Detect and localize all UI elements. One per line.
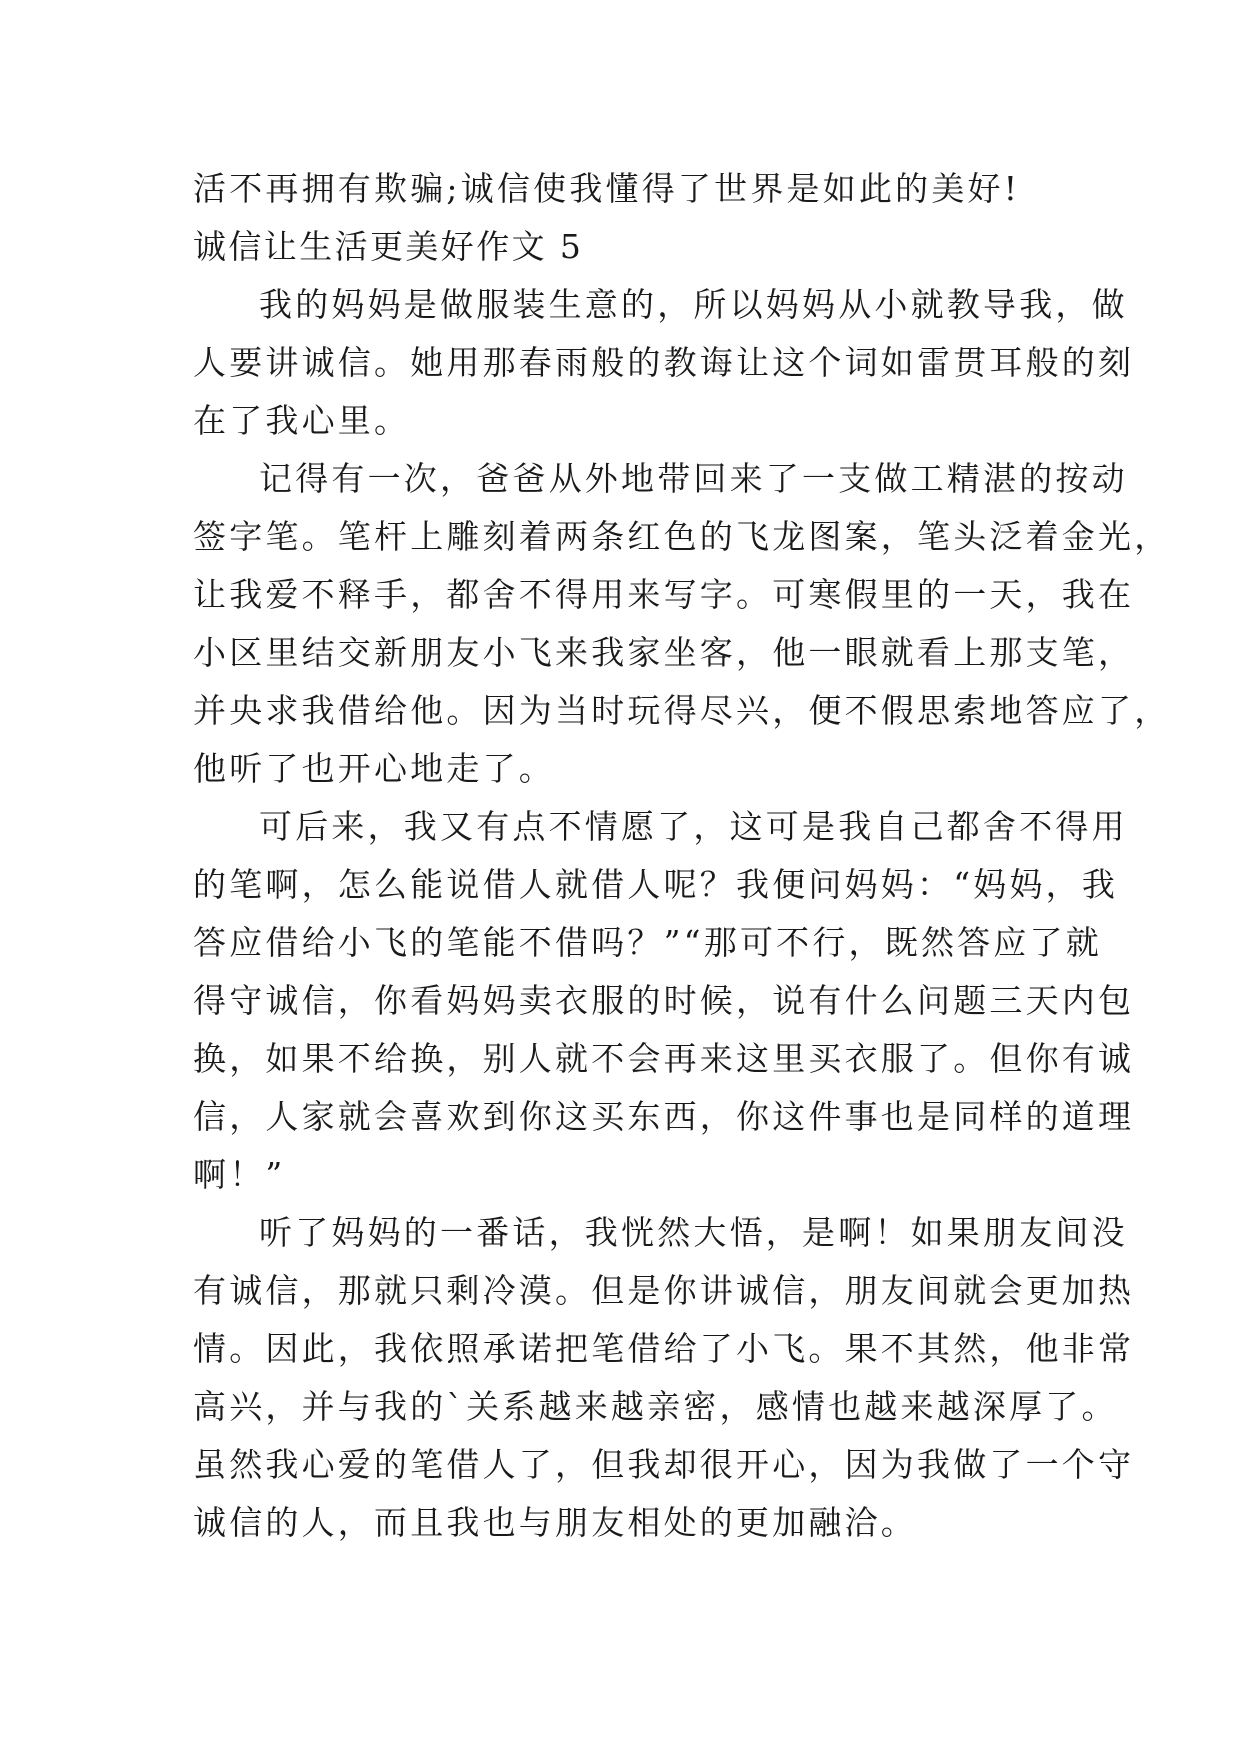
paragraph-line: 有诚信，那就只剩冷漠。但是你讲诚信，朋友间就会更加热 <box>193 1271 1135 1310</box>
paragraph-line: 签字笔。笔杆上雕刻着两条红色的飞龙图案，笔头泛着金光， <box>193 517 1171 556</box>
paragraph-line: 小区里结交新朋友小飞来我家坐客，他一眼就看上那支笔， <box>193 633 1135 672</box>
paragraph-line: 让我爱不释手，都舍不得用来写字。可寒假里的一天，我在 <box>193 575 1135 614</box>
paragraph-line: 他听了也开心地走了。 <box>193 749 555 788</box>
paragraph-3 <box>193 798 1135 1204</box>
paragraph-line: 记得有一次，爸爸从外地带回来了一支做工精湛的按动 <box>259 459 1128 498</box>
paragraph-line: 答应借给小飞的笔能不借吗？”“那可不行，既然答应了就 <box>193 923 1102 962</box>
paragraph-line: 得守诚信，你看妈妈卖衣服的时候，说有什么问题三天内包 <box>193 981 1135 1020</box>
paragraph-line: 可后来，我又有点不情愿了，这可是我自己都舍不得用 <box>259 807 1128 846</box>
paragraph-line: 我的妈妈是做服装生意的，所以妈妈从小就教导我，做 <box>259 285 1128 324</box>
essay-body <box>193 160 1171 1552</box>
paragraph-line: 诚信的人，而且我也与朋友相处的更加融洽。 <box>193 1503 917 1542</box>
continuation-line: 活不再拥有欺骗;诚信使我懂得了世界是如此的美好! <box>193 169 1021 208</box>
paragraph-line: 虽然我心爱的笔借人了，但我却很开心，因为我做了一个守 <box>193 1445 1135 1484</box>
paragraph-line: 信，人家就会喜欢到你这买东西，你这件事也是同样的道理 <box>193 1097 1135 1136</box>
paragraph-line: 在了我心里。 <box>193 401 411 440</box>
paragraph-line: 听了妈妈的一番话，我恍然大悟，是啊！如果朋友间没 <box>259 1213 1128 1252</box>
paragraph-line: 换，如果不给换，别人就不会再来这里买衣服了。但你有诚 <box>193 1039 1135 1078</box>
paragraph-1 <box>193 276 1135 450</box>
paragraph-line: 啊！” <box>193 1155 286 1194</box>
paragraph-4 <box>193 1204 1135 1552</box>
paragraph-line: 并央求我借给他。因为当时玩得尽兴，便不假思索地答应了， <box>193 691 1171 730</box>
paragraph-line: 高兴，并与我的`关系越来越亲密，感情也越来越深厚了。 <box>193 1387 1118 1426</box>
essay-title: 诚信让生活更美好作文 5 <box>193 227 584 266</box>
paragraph-2 <box>193 450 1171 798</box>
paragraph-line: 人要讲诚信。她用那春雨般的教诲让这个词如雷贯耳般的刻 <box>193 343 1135 382</box>
paragraph-line: 的笔啊，怎么能说借人就借人呢？我便问妈妈：“妈妈，我 <box>193 865 1119 904</box>
paragraph-line: 情。因此，我依照承诺把笔借给了小飞。果不其然，他非常 <box>193 1329 1135 1368</box>
